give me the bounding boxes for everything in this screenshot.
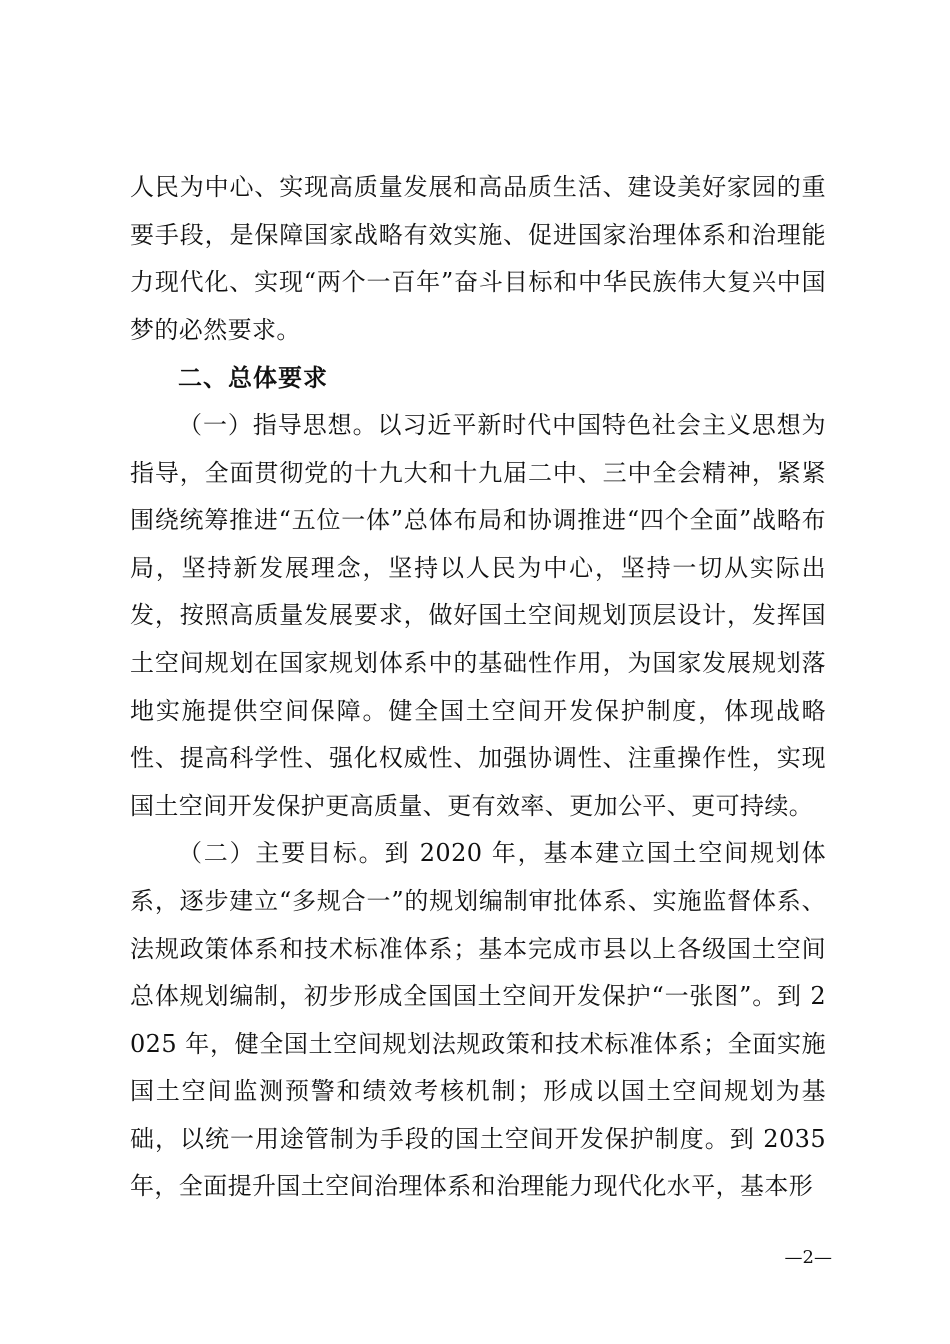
section-heading: 二、总体要求: [178, 363, 328, 393]
guiding-ideology-paragraph: （一）指导思想。以习近平新时代中国特色社会主义思想为指导，全面贯彻党的十九大和十九届二中、三中全会精神，紧紧围绕统筹推进“五位一体”总体布局和协调推进“四个全面”战略布局，坚持新发展理念，坚持以人民为中心，坚持一切从实际出发，按照高质量发展要求，做好国土空间规划顶层设计，发挥国土空间规划在国家规划体系中的基础性作用，为国家发展规划落地实施提供空间保障。健全国土空间开发保护制度，体现战略性、提高科学性、强化权威性、加强协调性、注重操作性，实现国土空间开发保护更高质量、更有效率、更加公平、更可持续。: [130, 410, 826, 820]
main-goals-paragraph: （二）主要目标。到 2020 年，基本建立国土空间规划体系，逐步建立“多规合一”的规划编制审批体系、实施监督体系、法规政策体系和技术标准体系；基本完成市县以上各级国土空间总体规划编制，初步形成全国国土空间开发保护“一张图”。到 2025 年，健全国土空间规划法规政策和技术标准体系；全面实施国土空间监测预警和绩效考核机制；形成以国土空间规划为基础，以统一用途管制为手段的国土空间开发保护制度。到 2035 年，全面提升国土空间治理体系和治理能力现代化水平，基本形: [130, 839, 826, 1201]
continued-paragraph: 人民为中心、实现高质量发展和高品质生活、建设美好家园的重要手段，是保障国家战略有效实施、促进国家治理体系和治理能力现代化、实现“两个一百年”奋斗目标和中华民族伟大复兴中国梦的必然要求。: [130, 173, 826, 344]
page-number: —2—: [784, 1247, 832, 1268]
document-body: [130, 164, 826, 1211]
